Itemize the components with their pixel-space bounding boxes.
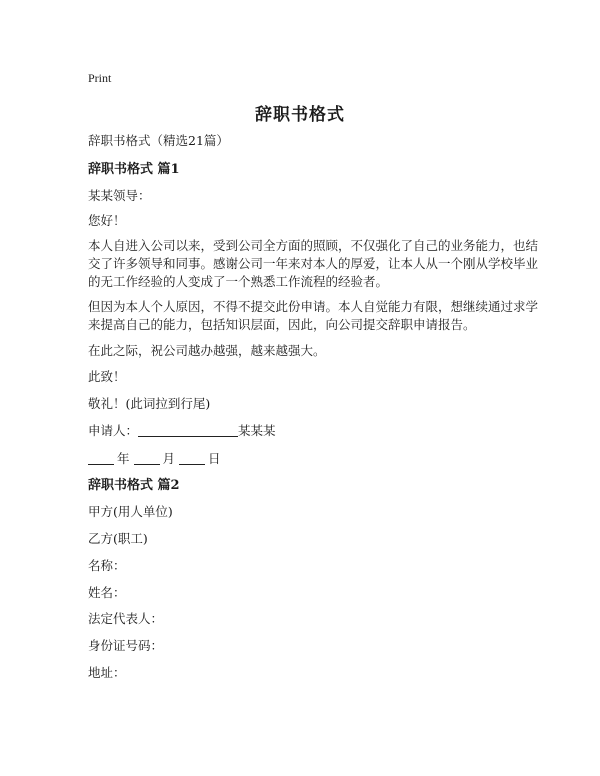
paragraph-1 [88, 237, 539, 291]
year-label: 年 [117, 451, 130, 466]
form-field-label: 甲方(用人单位) [88, 504, 173, 519]
month-blank [134, 451, 160, 465]
section-2-heading: 辞职书格式 篇2 [88, 478, 180, 493]
signature-blank [138, 423, 238, 437]
section-1-heading: 辞职书格式 篇1 [88, 162, 180, 177]
applicant-name: 某某某 [238, 423, 276, 438]
date-line [88, 449, 221, 469]
day-label: 日 [208, 451, 221, 466]
form-field-label: 名称： [88, 558, 126, 573]
print-link[interactable]: Print [88, 71, 112, 85]
paragraph-1-line: 本人自进入公司以来，受到公司全方面的照顾，不仅强化了自己的业务能力，也结 [88, 238, 539, 253]
paragraph-2-line: 但因为本人个人原因，不得不提交此份申请。本人自觉能力有限，想继续通过求学 [88, 299, 539, 314]
page-title: 辞职书格式 [255, 105, 345, 125]
intro-text: 辞职书格式（精选21篇） [88, 133, 229, 148]
greeting: 您好！ [88, 213, 126, 228]
closing-text: 此致！ [88, 369, 126, 384]
month-label: 月 [162, 451, 176, 466]
year-blank [88, 451, 114, 465]
paragraph-1-line: 交了许多领导和同事。感谢公司一年来对本人的厚爱，让本人从一个刚从学校毕业 [88, 256, 539, 271]
paragraph-2-line: 来提高自己的能力，包括知识层面，因此，向公司提交辞职申请报告。 [88, 317, 476, 332]
form-field-label: 姓名： [88, 585, 126, 600]
regards-text: 敬礼！(此词拉到行尾) [88, 396, 211, 411]
salutation: 某某领导： [88, 188, 151, 203]
form-field-label: 法定代表人： [88, 611, 164, 626]
applicant-line [88, 421, 276, 441]
day-blank [179, 451, 205, 465]
paragraph-2 [88, 298, 539, 334]
paragraph-1-line: 的无工作经验的人变成了一个熟悉工作流程的经验者。 [88, 274, 389, 289]
form-field-label: 乙方(职工) [88, 531, 148, 546]
applicant-label: 申请人： [88, 423, 139, 438]
wish-text: 在此之际，祝公司越办越强，越来越强大。 [88, 343, 326, 358]
form-field-label: 地址： [88, 665, 126, 680]
form-field-label: 身份证号码： [88, 638, 164, 653]
